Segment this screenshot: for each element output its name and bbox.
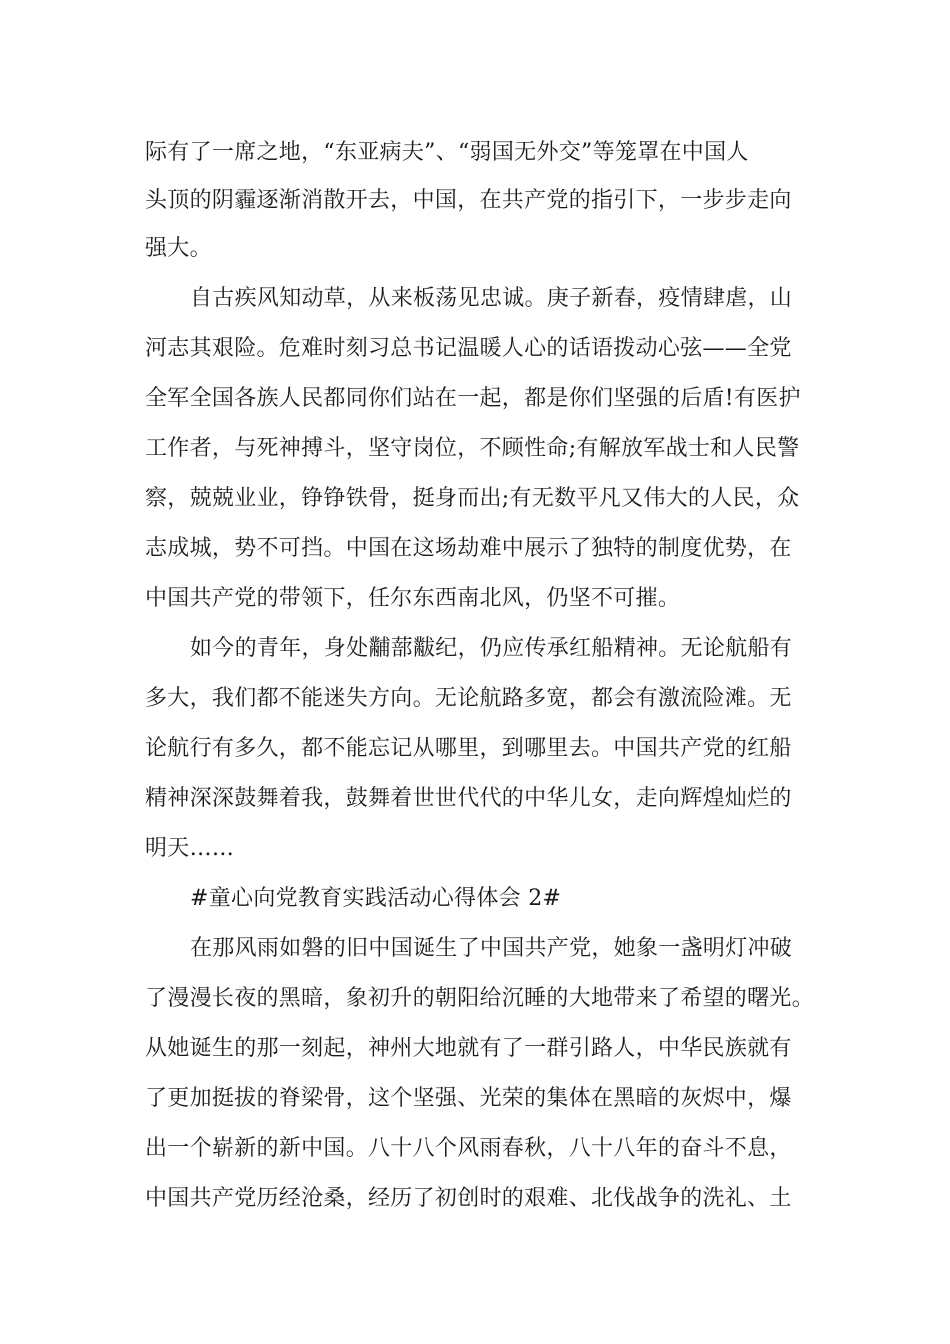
text-line: 了漫漫长夜的黑暗，象初升的朝阳给沉睡的大地带来了希望的曙光。	[145, 986, 815, 1011]
text-line: 了更加挺拔的脊梁骨，这个坚强、光荣的集体在黑暗的灰烬中，爆	[145, 1086, 792, 1111]
text-line: 际有了一席之地，“东亚病夫”、“弱国无外交”等笼罩在中国人	[145, 140, 749, 165]
text-line: 从她诞生的那一刻起，神州大地就有了一群引路人，中华民族就有	[145, 1036, 792, 1061]
text-line: 河志其艰险。危难时刻习总书记温暖人心的话语拨动心弦——全党	[145, 336, 792, 361]
text-line: 头顶的阴霾逐渐消散开去，中国，在共产党的指引下，一步步走向	[145, 188, 792, 213]
text-line: 出一个崭新的新中国。八十八个风雨春秋，八十八年的奋斗不息，	[145, 1136, 792, 1161]
text-line: 精神深深鼓舞着我，鼓舞着世世代代的中华儿女，走向辉煌灿烂的	[145, 786, 792, 811]
paragraph-first-line: 如今的青年，身处黼蔀黻纪，仍应传承红船精神。无论航船有	[190, 636, 793, 661]
text-line: 论航行有多久，都不能忘记从哪里，到哪里去。中国共产党的红船	[145, 736, 792, 761]
text-line: 察，兢兢业业，铮铮铁骨，挺身而出;有无数平凡又伟大的人民，众	[145, 486, 800, 511]
text-line: 明天……	[145, 836, 235, 861]
text-line: 中国共产党历经沧桑，经历了初创时的艰难、北伐战争的洗礼、土	[145, 1186, 792, 1211]
paragraph-first-line: 在那风雨如磐的旧中国诞生了中国共产党，她象一盏明灯冲破	[190, 936, 793, 961]
paragraph-first-line: 自古疾风知动草，从来板荡见忠诚。庚子新春，疫情肆虐，山	[190, 286, 793, 311]
text-line: 强大。	[145, 236, 212, 261]
text-line: 多大，我们都不能迷失方向。无论航路多宽，都会有激流险滩。无	[145, 686, 792, 711]
section-heading: #童心向党教育实践活动心得体会 2#	[190, 886, 562, 911]
text-line: 工作者，与死神搏斗，坚守岗位，不顾性命;有解放军战士和人民警	[145, 436, 800, 461]
text-line: 中国共产党的带领下，任尔东西南北风，仍坚不可摧。	[145, 586, 681, 611]
text-line: 志成城，势不可挡。中国在这场劫难中展示了独特的制度优势，在	[145, 536, 792, 561]
text-line: 全军全国各族人民都同你们站在一起，都是你们坚强的后盾!有医护	[145, 386, 801, 411]
